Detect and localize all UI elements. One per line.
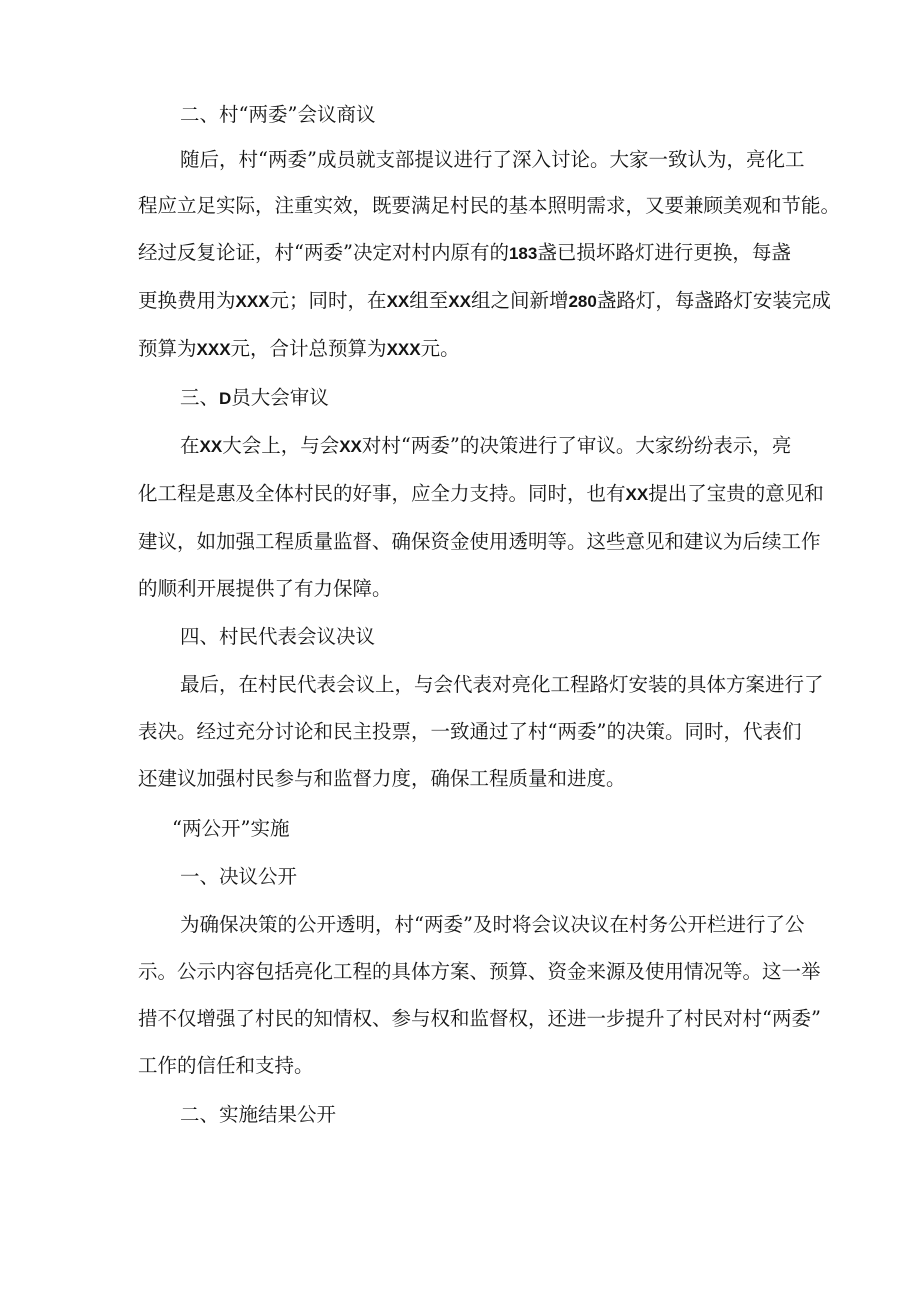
placeholder-group: XX [386,292,410,311]
text-line: 最后，在村民代表会议上，与会代表对亮化工程路灯安装的具体方案进行了 [180,673,824,696]
text-line: 为确保决策的公开透明，村“两委”及时将会议决议在村务公开栏进行了公 [180,913,805,936]
text-line: 措不仅增强了村民的知情权、参与权和监督权，还进一步提升了村民对村“两委” [138,1007,821,1030]
text-line: 化工程是惠及全体村民的好事，应全力支持。同时，也有XX提出了宝贵的意见和 [138,482,824,505]
text-line: 在XX大会上，与会XX对村“两委”的决策进行了审议。大家纷纷表示，亮 [180,434,792,457]
section-heading-council-discussion: 二、村“两委”会议商议 [180,103,376,126]
text-line: 表决。经过充分讨论和民主投票，一致通过了村“两委”的决策。同时，代表们 [138,720,802,743]
text-line: 建议，如加强工程质量监督、确保资金使用透明等。这些意见和建议为后续工作 [138,530,821,553]
placeholder: XX [339,437,362,456]
text-line: 的顺利开展提供了有力保障。 [138,577,392,600]
placeholder: XX [199,437,223,456]
placeholder-amount: XXX [196,340,231,359]
text-line: 工作的信任和支持。 [138,1054,314,1077]
section-heading-representatives-resolution: 四、村民代表会议决议 [180,625,376,648]
placeholder: XX [625,485,649,504]
streetlight-count-existing: 183 [508,244,538,263]
streetlight-count-new: 280 [568,292,597,311]
text-line: 经过反复论证，村“两委”决定对村内原有的183盏已损坏路灯进行更换，每盏 [138,241,791,264]
text-line: 程应立足实际，注重实效，既要满足村民的基本照明需求，又要兼顾美观和节能。 [138,194,841,217]
placeholder-group: XX [448,292,471,311]
text-line: 还建议加强村民参与和监督力度，确保工程质量和进度。 [138,767,626,790]
part-title-two-publicities: “两公开”实施 [172,817,290,840]
text-line: 预算为XXX元，合计总预算为XXX元。 [138,337,460,360]
section-heading-resolution-publicity: 一、决议公开 [180,865,298,888]
placeholder-amount: XXX [235,292,270,311]
text-line: 随后，村“两委”成员就支部提议进行了深入讨论。大家一致认为，亮化工 [180,148,805,171]
placeholder-amount: XXX [386,340,421,359]
text-line: 更换费用为XXX元；同时，在XX组至XX组之间新增280盏路灯，每盏路灯安装完成 [138,289,831,312]
section-heading-assembly-review: 三、D员大会审议 [180,386,329,409]
text-line: 示。公示内容包括亮化工程的具体方案、预算、资金来源及使用情况等。这一举 [138,960,821,983]
section-heading-results-publicity: 二、实施结果公开 [180,1103,337,1126]
